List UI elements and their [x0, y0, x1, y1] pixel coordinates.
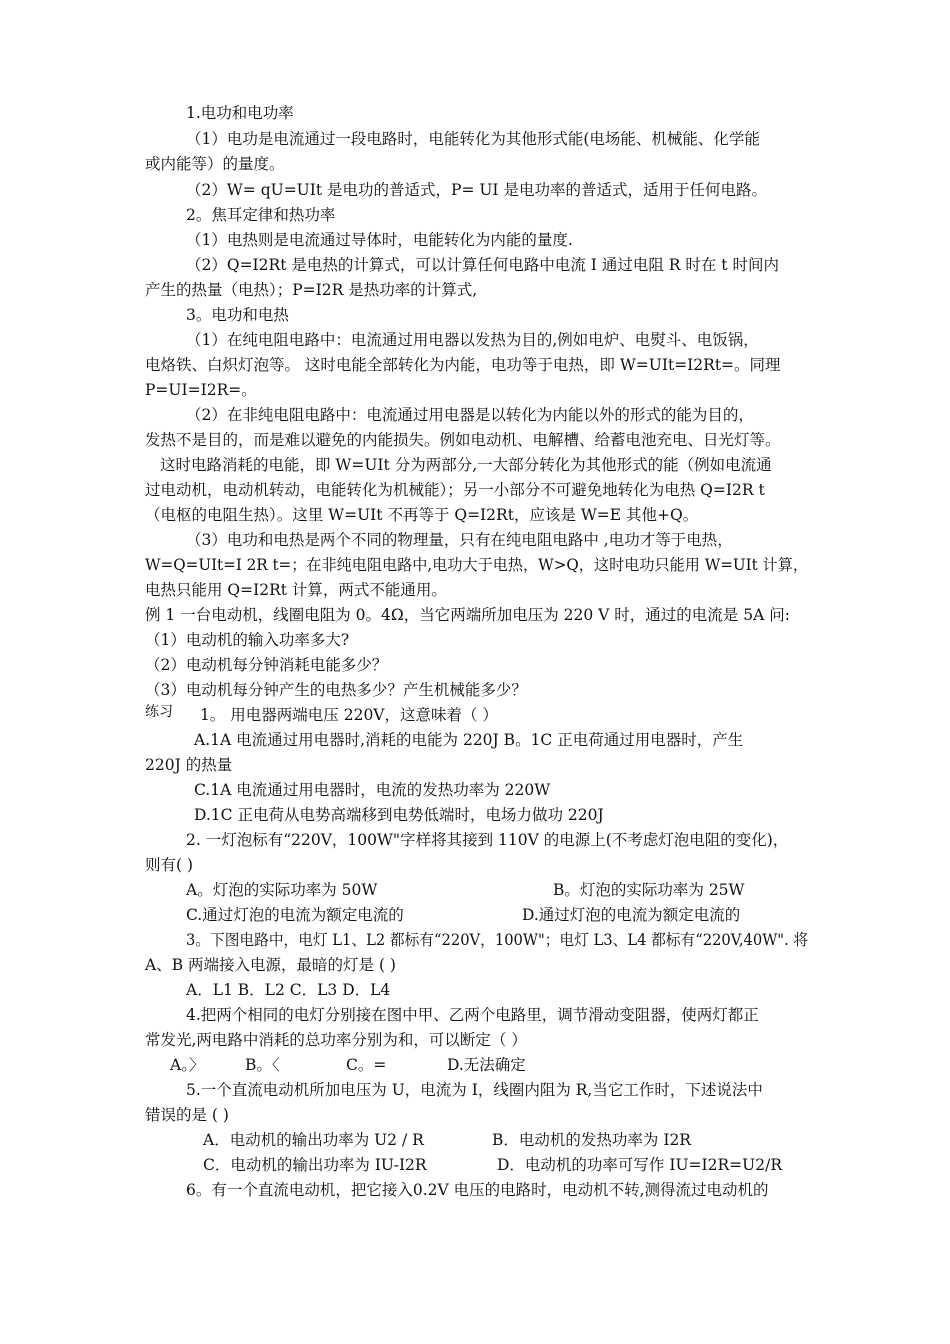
text-line: （2）Q=I2Rt 是电热的计算式，可以计算任何电路中电流 I 通过电阻 R 时在 t 时间内 — [186, 256, 779, 274]
option-c: C．电动机的输出功率为 IU-I2R — [203, 1156, 427, 1174]
option-line: C.1A 电流通过用电器时，电流的发热功率为 220W — [194, 781, 551, 799]
text-line: （2）在非纯电阻电路中：电流通过用电器是以转化为内能以外的形式的能为目的， — [186, 406, 754, 424]
text-line: 错误的是 ( ) — [145, 1106, 229, 1124]
option-c: C。= — [346, 1056, 387, 1074]
question-6: 6。有一个直流电动机，把它接入0.2V 电压的电路时，电动机不转,测得流过电动机的 — [186, 1181, 769, 1199]
question: （3）电动机每分钟产生的电热多少？产生机械能多少？ — [145, 681, 527, 699]
option-a: A。灯泡的实际功率为 50W — [186, 881, 378, 899]
text-line: 产生的热量（电热）；P=I2R 是热功率的计算式, — [145, 281, 478, 299]
question-4: 4.把两个相同的电灯分别接在图中甲、乙两个电路里，调节滑动变阻器，使两灯都正 — [186, 1006, 759, 1024]
text-line: 则有( ) — [145, 856, 194, 874]
option-d: D．电动机的功率可写作 IU=I2R=U2/R — [497, 1156, 782, 1174]
heading-3: 3。电功和电热 — [186, 306, 289, 324]
text-line: （1）在纯电阻电路中：电流通过用电器以发热为目的,例如电炉、电熨斗、电饭锅， — [186, 331, 759, 349]
text-line: 发热不是目的，而是难以避免的内能损失。例如电动机、电解槽、给蓄电池充电、日光灯等。 — [145, 431, 781, 449]
option-line: D.1C 正电荷从电势高端移到电势低端时，电场力做功 220J — [194, 806, 604, 824]
text-line: 电烙铁、白炽灯泡等。 这时电能全部转化为内能，电功等于电热，即 W=UIt=I2Rt=。同理 — [145, 356, 781, 374]
option-b: B。〈 — [245, 1056, 280, 1074]
question-5: 5.一个直流电动机所加电压为 U，电流为 I，线圈内阻为 R,当它工作时，下述说法中 — [186, 1081, 763, 1099]
option-c: C.通过灯泡的电流为额定电流的 — [186, 906, 404, 924]
option-line: 220J 的热量 — [145, 756, 233, 774]
heading-1: 1.电功和电功率 — [186, 104, 294, 122]
text-line: 电热只能用 Q=I2Rt 计算，两式不能通用。 — [145, 581, 447, 599]
question-2: 2. 一灯泡标有“220V，100W"字样将其接到 110V 的电源上(不考虑灯泡电阻的变化)， — [186, 831, 789, 849]
question: （2）电动机每分钟消耗电能多少？ — [145, 656, 388, 674]
option-line: A.1A 电流通过用电器时,消耗的电能为 220J B。1C 正电荷通过用电器时，产生 — [194, 731, 744, 749]
option-b: B．电动机的发热功率为 I2R — [492, 1131, 691, 1149]
question: （1）电动机的输入功率多大? — [145, 631, 350, 649]
text-line: 过电动机，电动机转动，电能转化为机械能）；另一小部分不可避免地转化为电热 Q=I2R t — [145, 481, 765, 499]
example-1: 例 1 一台电动机，线圈电阻为 0。4Ω，当它两端所加电压为 220 V 时，通过的电流是 5A 问: — [145, 606, 790, 624]
practice-label: 练习 — [145, 704, 173, 720]
text-line: 或内能等）的量度。 — [145, 155, 285, 173]
option-a: A．电动机的输出功率为 U2 / R — [203, 1131, 424, 1149]
heading-2: 2。焦耳定律和热功率 — [186, 206, 336, 224]
text-line: （1）电热则是电流通过导体时，电能转化为内能的量度. — [186, 231, 573, 249]
question-3: 3。下图电路中，电灯 L1、L2 都标有“220V，100W"；电灯 L3、L4 都标有“220V,40W". 将 — [186, 931, 809, 949]
text-line: （3）电功和电热是两个不同的物理量，只有在纯电阻电路中 ,电功才等于电热， — [186, 531, 733, 549]
text-line: （1）电功是电流通过一段电路时，电能转化为其他形式能(电场能、机械能、化学能 — [186, 130, 760, 148]
text-line: A、B 两端接入电源，最暗的灯是 ( ) — [145, 956, 396, 974]
text-line: W=Q=UIt=I 2R t=；在非纯电阻电路中,电功大于电热，W>Q，这时电功只能用 W=UIt 计算， — [145, 556, 808, 574]
text-line: 这时电路消耗的电能，即 W=UIt 分为两部分,一大部分转化为其他形式的能（例如电流通 — [160, 456, 772, 474]
option-b: B。灯泡的实际功率为 25W — [553, 881, 745, 899]
text-line: 常发光,两电路中消耗的总功率分别为和，可以断定（ ） — [145, 1031, 527, 1049]
question-1: 1。 用电器两端电压 220V，这意味着（ ） — [200, 706, 498, 724]
option-a: A。〉 — [170, 1056, 205, 1074]
option-d: D.通过灯泡的电流为额定电流的 — [522, 906, 741, 924]
text-line: P=UI=I2R=。 — [145, 381, 257, 399]
text-line: （2）W= qU=UIt 是电功的普适式，P= UI 是电功率的普适式，适用于任何电路。 — [186, 181, 767, 199]
text-line: （电枢的电阻生热）。这里 W=UIt 不再等于 Q=I2Rt，应该是 W=E 其他+Q。 — [145, 506, 699, 524]
option-line: A．L1 B．L2 C．L3 D．L4 — [186, 981, 391, 999]
option-d: D.无法确定 — [447, 1056, 526, 1074]
